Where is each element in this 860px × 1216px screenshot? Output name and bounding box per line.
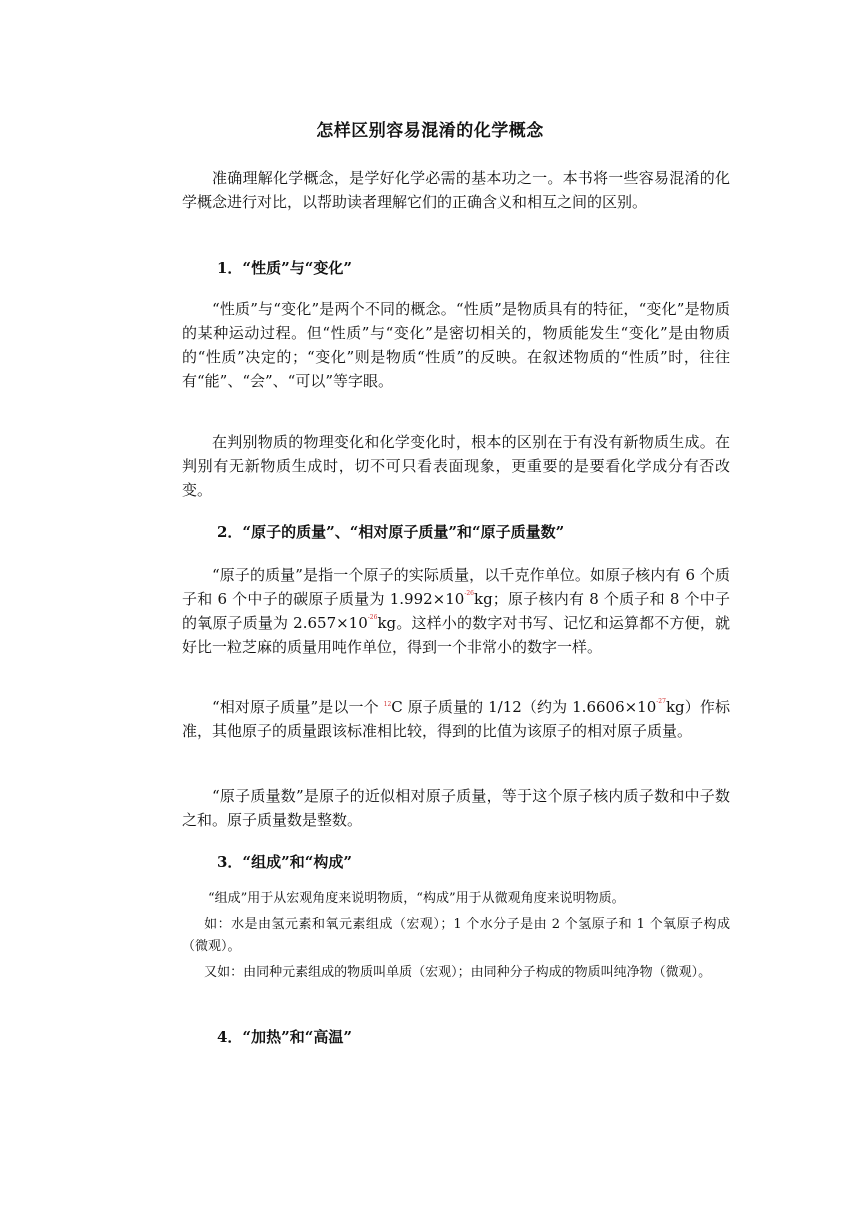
text-run: “相对原子质量”是以一个 bbox=[212, 698, 384, 716]
section-3-heading: 3．“组成”和“构成” bbox=[217, 853, 352, 871]
section-2-paragraph-2 bbox=[182, 695, 730, 743]
intro-paragraph: 准确理解化学概念，是学好化学必需的基本功之一。本书将一些容易混淆的化学概念进行对比，以帮助读者理解它们的正确含义和相互之间的区别。 bbox=[182, 169, 730, 211]
section-2-paragraph-3: “原子质量数”是原子的近似相对原子质量，等于这个原子核内质子数和中子数之和。原子质量数是整数。 bbox=[182, 787, 730, 829]
exponent: -27 bbox=[656, 698, 666, 705]
section-2-heading: 2．“原子的质量”、“相对原子质量”和“原子质量数” bbox=[217, 523, 565, 541]
text-run: kg。这样小的数字对书写、记忆和运算都不方便，就好比一粒芝麻的质量用吨作单位，得到一个非常小的数字一样。 bbox=[182, 614, 730, 656]
page-title: 怎样区别容易混淆的化学概念 bbox=[316, 121, 544, 141]
text-run: kg；原子核内有 8 个质子和 8 个中子的氧原子质量为 2.657×10 bbox=[182, 590, 730, 632]
section-1-paragraph-1: “性质”与“变化”是两个不同的概念。“性质”是物质具有的特征，“变化”是物质的某种运动过程。但“性质”与“变化”是密切相关的，物质能发生“变化”是由物质的“性质”决定的；“变化”则是物质“性质”的反映。在叙述物质的“性质”时，往往有“能”、“会”、“可以”等字眼。 bbox=[182, 300, 730, 390]
exponent: -26 bbox=[464, 590, 474, 597]
exponent: -26 bbox=[367, 614, 378, 621]
section-1-heading: 1．“性质”与“变化” bbox=[217, 259, 352, 277]
section-4-heading: 4．“加热”和“高温” bbox=[217, 1028, 352, 1046]
section-3-paragraph-1: “组成”用于从宏观角度来说明物质，“构成”用于从微观角度来说明物质。 bbox=[208, 891, 625, 906]
section-1-paragraph-2: 在判别物质的物理变化和化学变化时，根本的区别在于有没有新物质生成。在判别有无新物质生成时，切不可只看表面现象，更重要的是要看化学成分有否改变。 bbox=[182, 433, 730, 499]
text-run: “原子的质量”是指一个原子的实际质量，以千克作单位。如原子核内有 6 个质子和 6 个中子的碳原子质量为 1.992×10 bbox=[182, 566, 730, 608]
isotope-mass-number: 12 bbox=[383, 701, 392, 708]
section-3-paragraph-3: 又如：由同种元素组成的物质叫单质（宏观）；由同种分子构成的物质叫纯净物（微观）。 bbox=[204, 965, 712, 980]
text-run: kg）作标准，其他原子的质量跟该标准相比较，得到的比值为该原子的相对原子质量。 bbox=[182, 698, 730, 740]
text-run: C 原子质量的 1/12（约为 1.6606×10 bbox=[391, 698, 657, 716]
section-3-paragraph-2: 如：水是由氢元素和氧元素组成（宏观）；1 个水分子是由 2 个氢原子和 1 个氧原子构成（微观）。 bbox=[182, 917, 730, 954]
section-2-paragraph-1 bbox=[182, 563, 730, 659]
